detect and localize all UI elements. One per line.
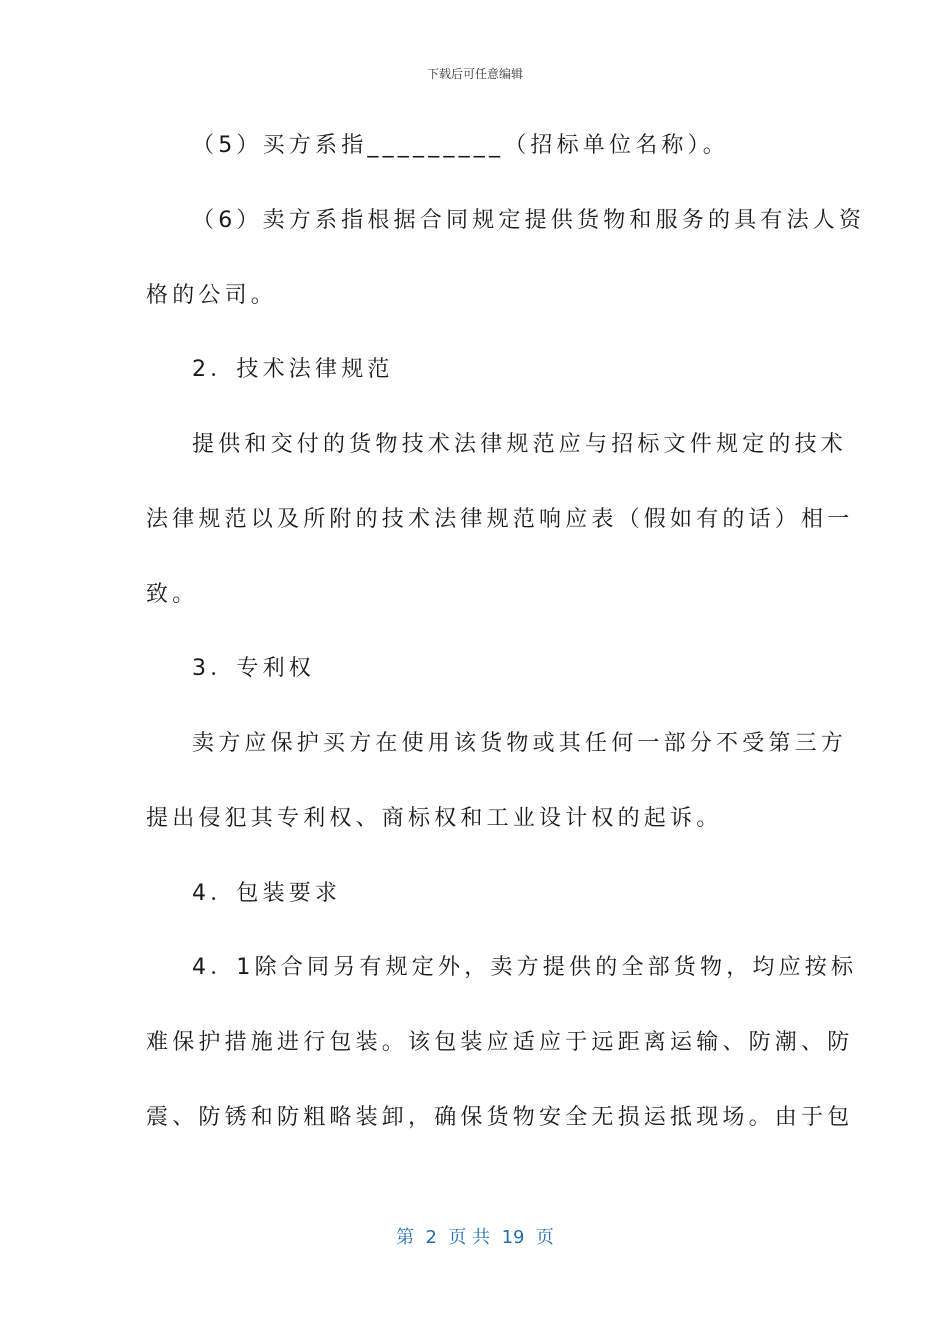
paragraph-line: 震、防锈和防粗略装卸，确保货物安全无损运抵现场。由于包 [146,1105,854,1130]
paragraph-line: 4．1除合同另有规定外，卖方提供的全部货物，均应按标 [192,955,858,980]
paragraph-line: 卖方应保护买方在使用该货物或其任何一部分不受第三方 [192,731,848,756]
section-heading: 2．技术法律规范 [192,357,394,382]
paragraph-line: 难保护措施进行包装。该包装应适应于远距离运输、防潮、防 [146,1030,854,1055]
section-heading: 3．专利权 [192,656,315,681]
paragraph-line: （6）卖方系指根据合同规定提供货物和服务的具有法人资 [192,208,866,233]
paragraph-line: 提出侵犯其专利权、商标权和工业设计权的起诉。 [146,806,723,831]
paragraph-line: （5）买方系指_________（招标单位名称）。 [192,133,729,158]
section-heading: 4．包装要求 [192,881,342,906]
paragraph-line: 格的公司。 [146,283,278,308]
paragraph-line: 提供和交付的货物技术法律规范应与招标文件规定的技术 [192,432,848,457]
paragraph-line: 致。 [146,582,199,607]
page-footer: 第 2 页 共 19 页 [396,1227,554,1248]
paragraph-line: 法律规范以及所附的技术法律规范响应表（假如有的话）相一 [146,507,854,532]
page-header: 下载后可任意编辑 [426,67,523,81]
